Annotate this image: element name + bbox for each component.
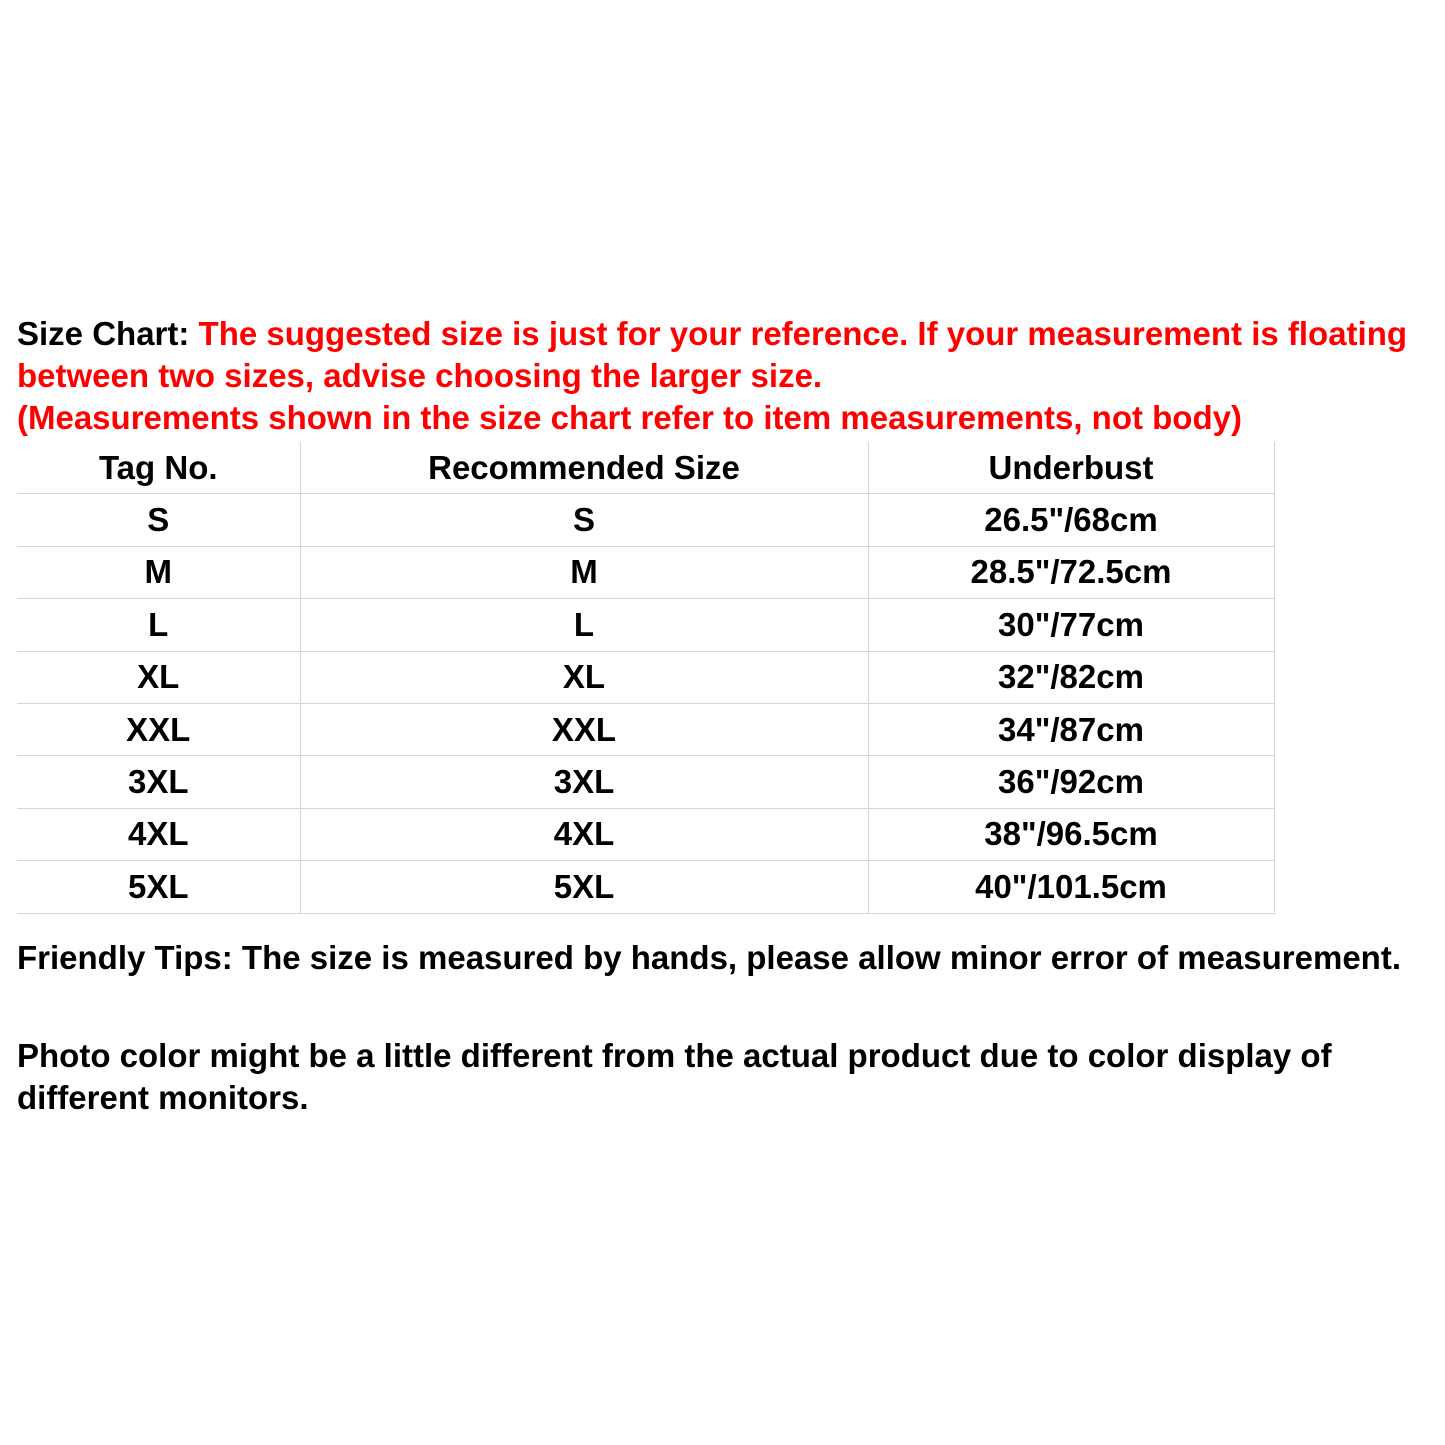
underbust-cell: 34"/87cm bbox=[868, 703, 1274, 755]
photo-color-note: Photo color might be a little different from the actual product due to color display of different monitors. bbox=[17, 1037, 1332, 1116]
tag-no-cell: XL bbox=[17, 651, 300, 703]
underbust-cell: 36"/92cm bbox=[868, 756, 1274, 808]
table-row bbox=[17, 808, 1274, 860]
recommended-size-cell: XL bbox=[300, 651, 868, 703]
recommended-size-cell: XXL bbox=[300, 703, 868, 755]
tag-no-cell: 4XL bbox=[17, 808, 300, 860]
table-row bbox=[17, 651, 1274, 703]
tag-no-cell: M bbox=[17, 546, 300, 598]
table-row bbox=[17, 546, 1274, 598]
table-header-row bbox=[17, 442, 1274, 494]
underbust-cell: 40"/101.5cm bbox=[868, 861, 1274, 913]
underbust-cell: 28.5"/72.5cm bbox=[868, 546, 1274, 598]
header-tag-no: Tag No. bbox=[17, 442, 300, 494]
recommended-size-cell: 3XL bbox=[300, 756, 868, 808]
recommended-size-cell: M bbox=[300, 546, 868, 598]
underbust-cell: 26.5"/68cm bbox=[868, 494, 1274, 546]
underbust-cell: 30"/77cm bbox=[868, 599, 1274, 651]
underbust-cell: 38"/96.5cm bbox=[868, 808, 1274, 860]
underbust-cell: 32"/82cm bbox=[868, 651, 1274, 703]
tag-no-cell: 3XL bbox=[17, 756, 300, 808]
recommended-size-cell: 4XL bbox=[300, 808, 868, 860]
recommended-size-cell: S bbox=[300, 494, 868, 546]
tag-no-cell: XXL bbox=[17, 703, 300, 755]
recommended-size-cell: L bbox=[300, 599, 868, 651]
size-advice-text: The suggested size is just for your reference. If your measurement is floating between two sizes, advise choosing the larger size. bbox=[17, 315, 1408, 394]
tag-no-cell: L bbox=[17, 599, 300, 651]
header-underbust: Underbust bbox=[868, 442, 1274, 494]
measurement-note: (Measurements shown in the size chart refer to item measurements, not body) bbox=[17, 399, 1242, 436]
header-recommended-size: Recommended Size bbox=[300, 442, 868, 494]
size-table bbox=[17, 442, 1275, 914]
table-row bbox=[17, 494, 1274, 546]
table-row bbox=[17, 861, 1274, 913]
size-chart-intro bbox=[17, 313, 1432, 439]
size-chart-label: Size Chart: bbox=[17, 315, 190, 352]
tag-no-cell: 5XL bbox=[17, 861, 300, 913]
tag-no-cell: S bbox=[17, 494, 300, 546]
friendly-tips: Friendly Tips: The size is measured by hands, please allow minor error of measurement. bbox=[17, 939, 1401, 976]
table-row bbox=[17, 756, 1274, 808]
table-row bbox=[17, 703, 1274, 755]
table-row bbox=[17, 599, 1274, 651]
recommended-size-cell: 5XL bbox=[300, 861, 868, 913]
